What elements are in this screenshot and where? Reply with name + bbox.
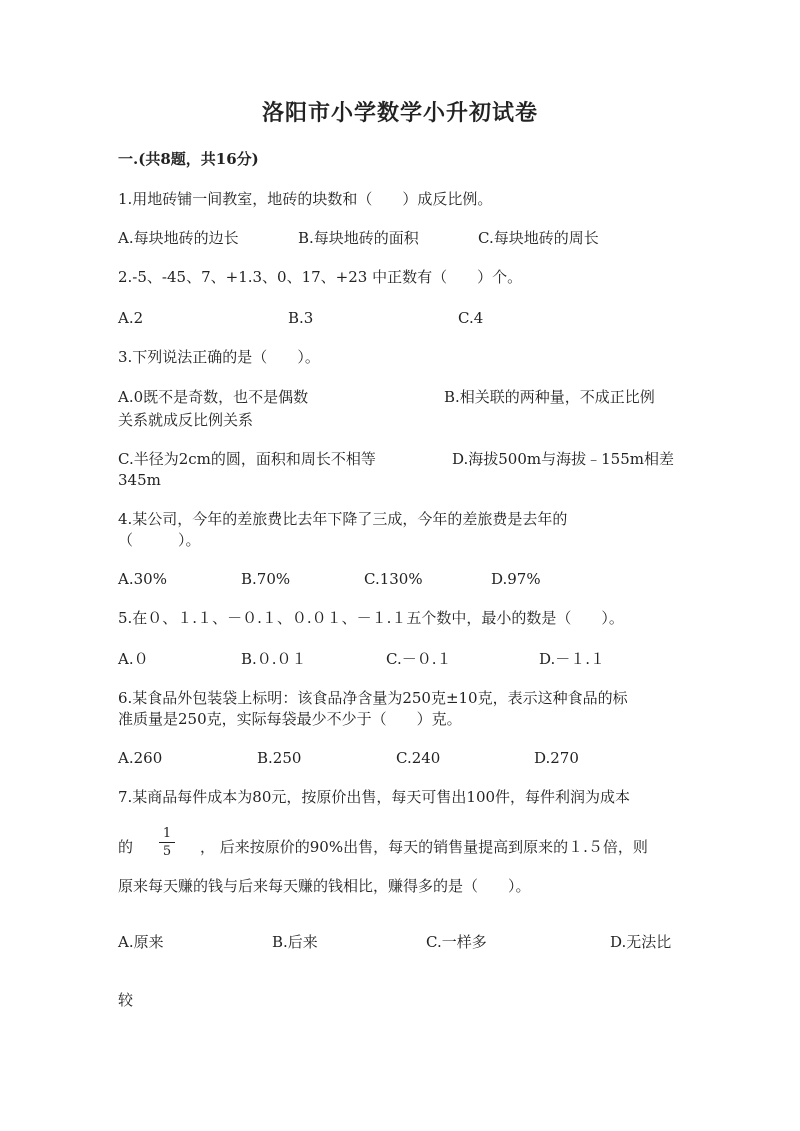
question-7-option-c: C.一样多 (426, 933, 487, 951)
question-5-option-a: A.０ (118, 650, 149, 668)
section-heading: 一.(共8题，共16分) (118, 150, 259, 168)
question-5-option-c: C.－０.１ (386, 650, 452, 668)
question-7-line2-suffix: ， 后来按原价的90%出售，每天的销售量提高到原来的１.５倍，则 (200, 838, 648, 856)
fraction-denominator: 5 (162, 844, 172, 859)
question-7-option-b: B.后来 (272, 933, 318, 951)
question-3-option-b-continued: 关系就成反比例关系 (118, 411, 254, 429)
question-2-option-a: A.2 (118, 309, 144, 327)
question-4-option-d: D.97% (491, 570, 541, 588)
fraction-bar (159, 842, 175, 843)
question-5-option-b: B.０.０１ (241, 650, 307, 668)
question-4-option-c: C.130% (364, 570, 423, 588)
question-6-option-c: C.240 (396, 749, 441, 767)
question-5-option-d: D.－１.１ (539, 650, 606, 668)
question-4-option-b: B.70% (241, 570, 291, 588)
question-6-option-a: A.260 (118, 749, 163, 767)
question-6-option-d: D.270 (534, 749, 579, 767)
question-6-stem-continued: 准质量是250克，实际每袋最少不少于（ ）克。 (118, 710, 462, 728)
fraction-one-fifth (156, 826, 178, 859)
question-3-stem: 3.下列说法正确的是（ ）。 (118, 348, 320, 366)
question-2-option-b: B.3 (288, 309, 314, 327)
question-7-stem: 7.某商品每件成本为80元，按原价出售，每天可售出100件，每件利润为成本 (118, 788, 631, 806)
question-1-option-a: A.每块地砖的边长 (118, 229, 239, 247)
question-4-stem-continued: （ ）。 (118, 531, 201, 549)
question-6-option-b: B.250 (257, 749, 302, 767)
question-4-stem: 4.某公司，今年的差旅费比去年下降了三成，今年的差旅费是去年的 (118, 510, 568, 528)
question-1-stem: 1.用地砖铺一间教室，地砖的块数和（ ）成反比例。 (118, 190, 493, 208)
question-3-option-b: B.相关联的两种量，不成正比例 (444, 388, 655, 406)
question-1-option-c: C.每块地砖的周长 (478, 229, 599, 247)
page-title: 洛阳市小学数学小升初试卷 (261, 100, 538, 126)
question-3-option-d: D.海拔500m与海拔﹣155m相差 (452, 450, 674, 468)
question-6-stem: 6.某食品外包装袋上标明：该食品净含量为250克±10克，表示这种食品的标 (118, 689, 628, 707)
question-4-option-a: A.30% (118, 570, 167, 588)
fraction-numerator: 1 (162, 826, 172, 841)
question-5-stem: 5.在０、１.１、－０.１、０.０１、－１.１五个数中，最小的数是（ ）。 (118, 609, 624, 627)
question-2-option-c: C.4 (458, 309, 484, 327)
question-3-option-c: C.半径为2cm的圆，面积和周长不相等 (118, 450, 376, 468)
question-7-line2-prefix: 的 (118, 838, 134, 856)
question-7-option-d: D.无法比 (610, 933, 672, 951)
question-7-option-a: A.原来 (118, 933, 164, 951)
question-2-stem: 2.-5、-45、7、+1.3、0、17、+23 中正数有（ ）个。 (118, 268, 523, 286)
question-7-option-d-continued: 较 (118, 991, 134, 1009)
question-1-option-b: B.每块地砖的面积 (298, 229, 419, 247)
question-7-line3: 原来每天赚的钱与后来每天赚的钱相比，赚得多的是（ ）。 (118, 877, 531, 895)
question-3-option-d-continued: 345m (118, 471, 161, 489)
question-3-option-a: A.0既不是奇数，也不是偶数 (118, 388, 309, 406)
